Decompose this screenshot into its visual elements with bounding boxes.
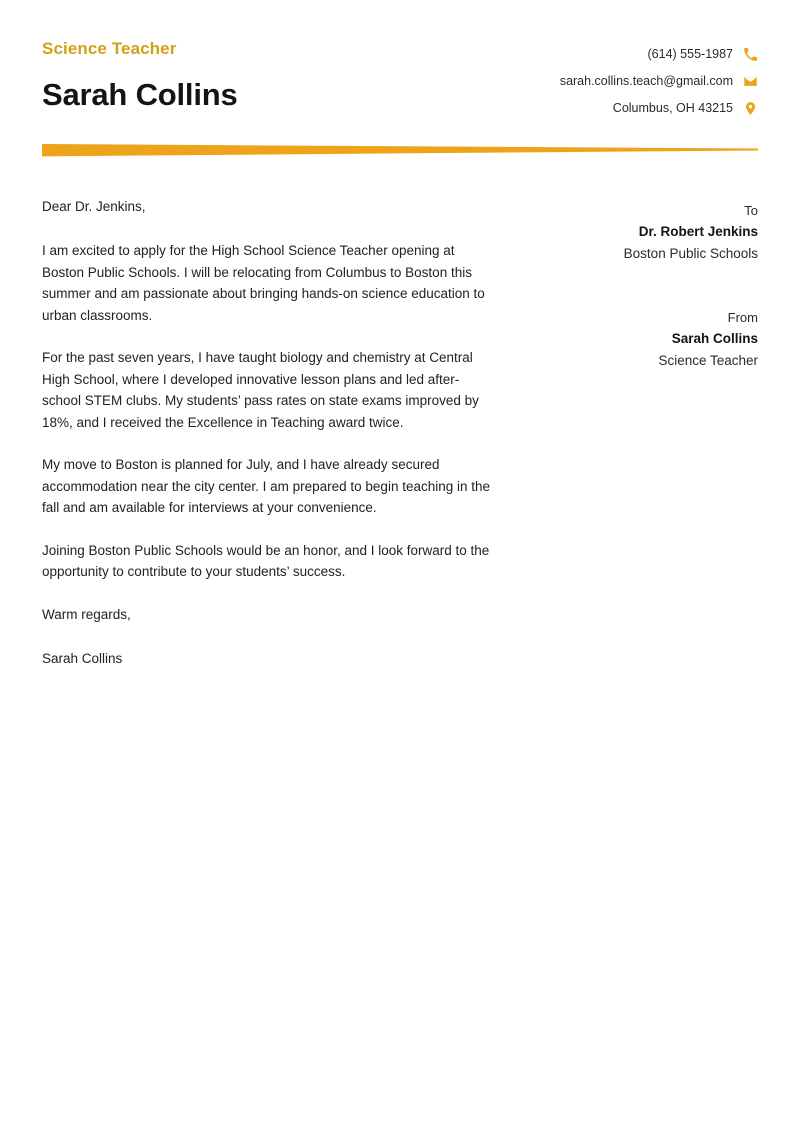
- contact-row-phone: [428, 41, 758, 67]
- sender-role: Science Teacher: [658, 353, 758, 368]
- contact-details: [428, 41, 758, 122]
- sender-name: Sarah Collins: [671, 331, 758, 346]
- email-address: sarah.collins.teach@gmail.com: [559, 74, 733, 88]
- location-text: Columbus, OH 43215: [612, 101, 733, 115]
- phone-icon: [742, 46, 758, 62]
- envelope-icon: [742, 73, 758, 89]
- letter-text-column: [42, 196, 492, 670]
- letter-meta-column: [553, 196, 758, 414]
- location-pin-icon: [742, 100, 758, 116]
- header-identity: [42, 38, 238, 114]
- recipient-label: To: [744, 203, 758, 218]
- sender-block: [553, 307, 758, 372]
- contact-row-location: [428, 95, 758, 121]
- closing-phrase: Warm regards,: [42, 606, 131, 622]
- recipient-block: [553, 200, 758, 265]
- recipient-name: Dr. Robert Jenkins: [638, 224, 758, 239]
- letter-paragraph-2: For the past seven years, I have taught biology and chemistry at Central High School, where I developed innovative lesson plans and led after-school STEM clubs. My students’ pass rates on state exams improved by 18%, and I received the Excellence in Teaching award twice.: [42, 350, 479, 430]
- sender-label: From: [727, 310, 758, 325]
- letter-paragraph-4: Joining Boston Public Schools would be an honor, and I look forward to the opportunity to contribute to your students’ success.: [42, 542, 490, 579]
- letter-paragraph-1: I am excited to apply for the High School Science Teacher opening at Boston Public Schools. I will be relocating from Columbus to Boston this summer and am passionate about bringing hands-on science education to urban classrooms.: [42, 243, 485, 323]
- recipient-organization: Boston Public Schools: [623, 246, 758, 261]
- letter-body: [42, 196, 758, 670]
- page-title: Sarah Collins: [42, 77, 238, 112]
- letter-header: [42, 38, 758, 128]
- letter-paragraph-3: My move to Boston is planned for July, and I have already secured accommodation near the city center. I am prepared to begin teaching in the fall and am available for interviews at your convenience.: [42, 457, 491, 515]
- job-title: Science Teacher: [42, 39, 177, 58]
- contact-row-email: [428, 68, 758, 94]
- accent-divider: [42, 144, 758, 158]
- salutation: Dear Dr. Jenkins,: [42, 199, 146, 214]
- phone-number: (614) 555-1987: [647, 47, 733, 61]
- signature-name: Sarah Collins: [42, 650, 123, 666]
